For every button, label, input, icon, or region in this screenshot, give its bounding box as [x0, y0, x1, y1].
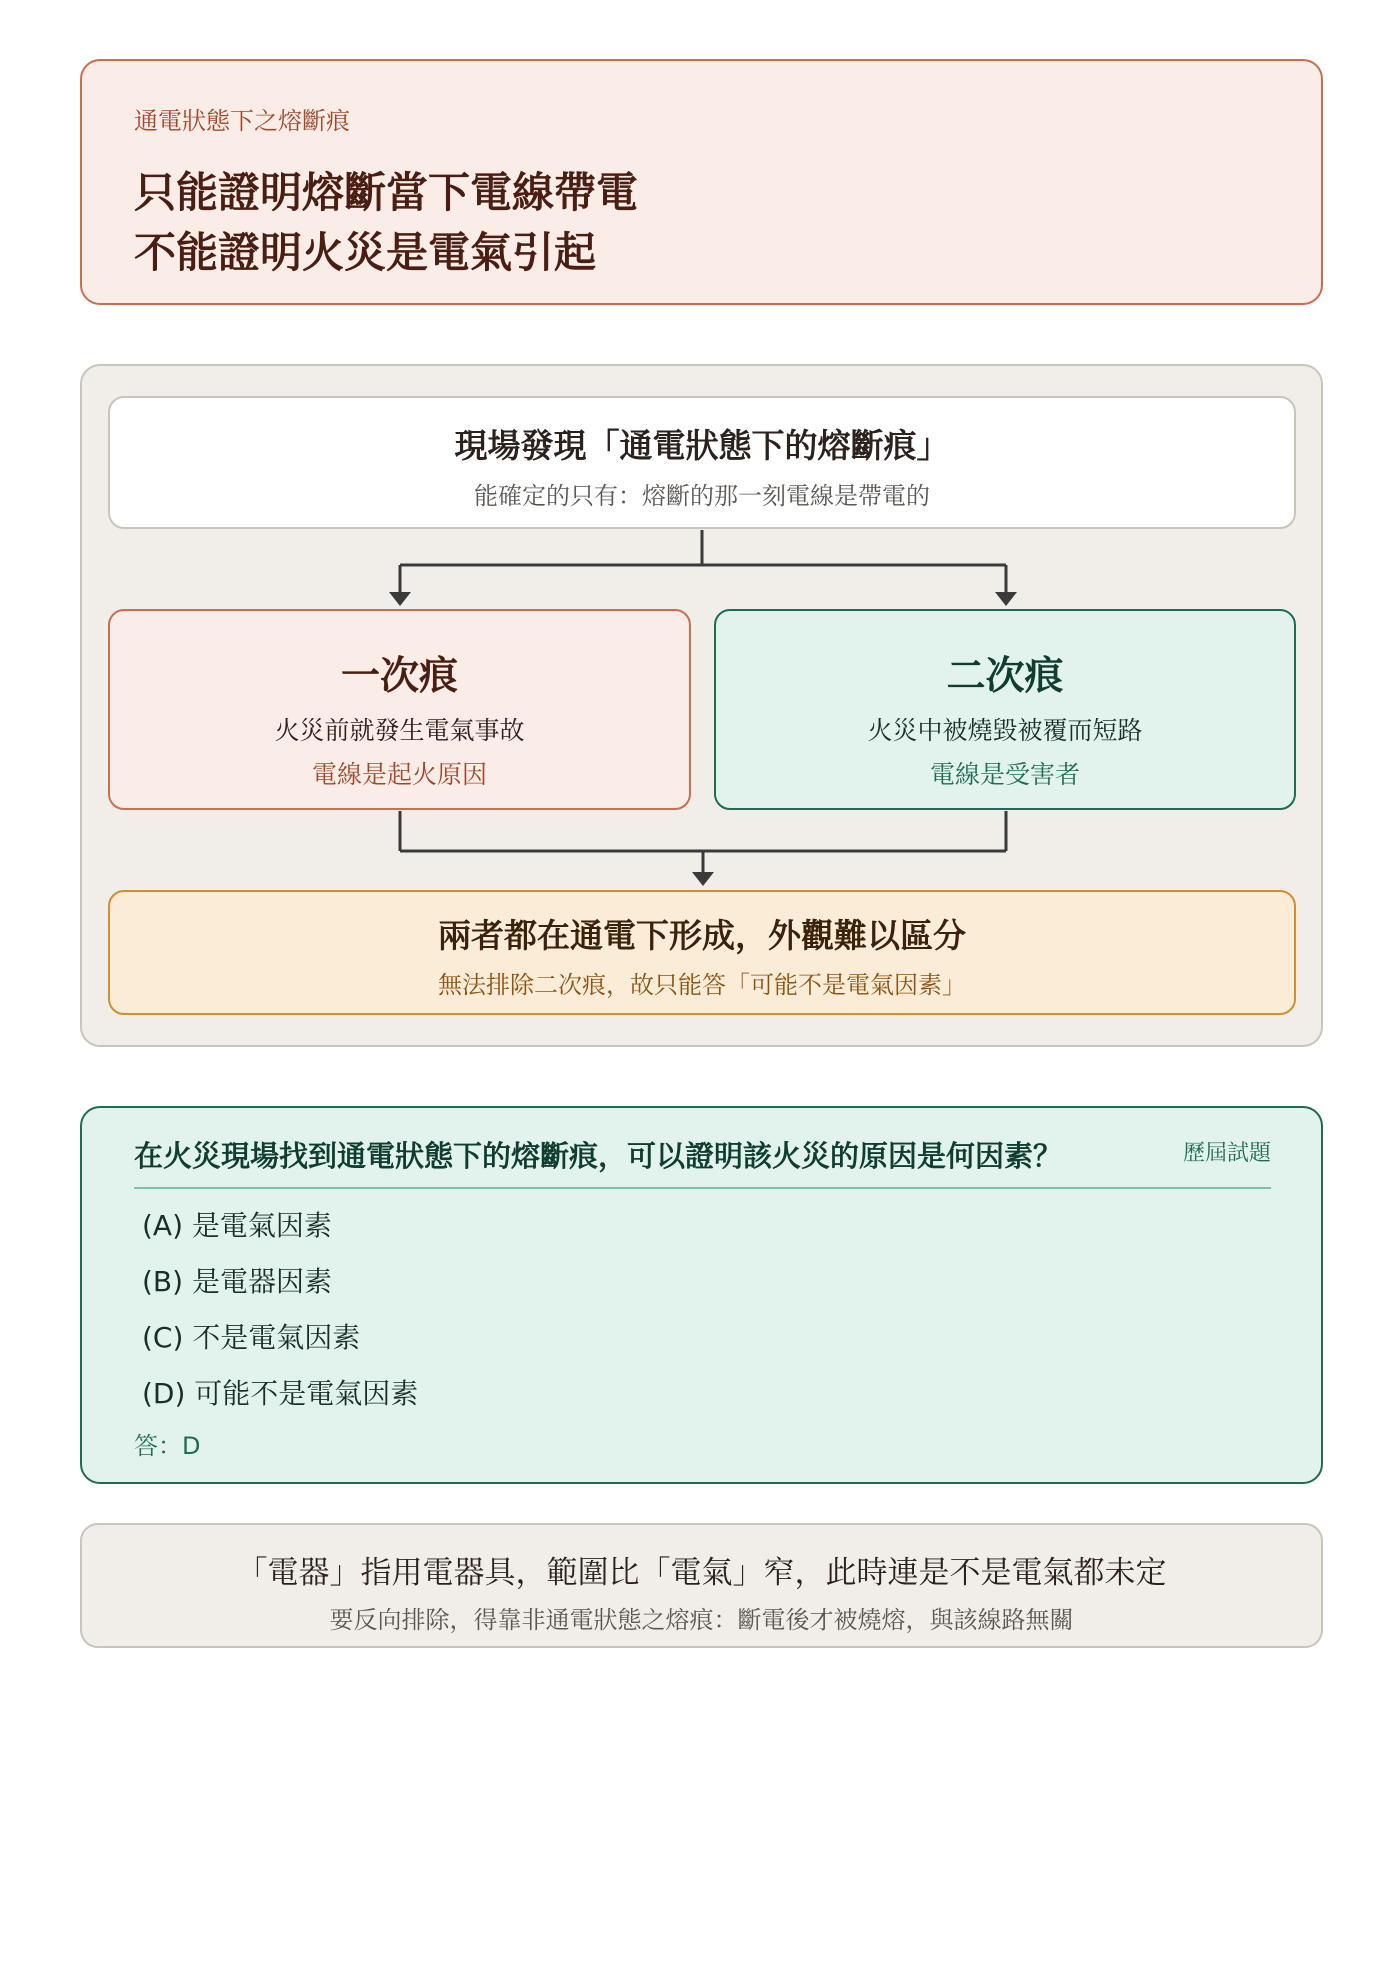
footer-note-card	[80, 1523, 1323, 1648]
answer-key: 答：D	[134, 1432, 201, 1460]
flow-node-primary-trace	[108, 609, 691, 810]
conclusion-subtitle: 無法排除二次痕，故只能答「可能不是電氣因素」	[438, 971, 966, 999]
flow-node-secondary-trace	[714, 609, 1296, 810]
flow-node-conclusion	[108, 890, 1296, 1015]
secondary-trace-title: 二次痕	[946, 654, 1064, 699]
footer-note-main: 「電器」指用電器具，範圍比「電氣」窄，此時連是不是電氣都未定	[236, 1555, 1167, 1591]
flow-node-evidence-subtitle: 能確定的只有：熔斷的那一刻電線是帶電的	[474, 482, 930, 510]
primary-trace-description: 火災前就發生電氣事故	[274, 716, 525, 745]
answer-option-c: (C) 不是電氣因素	[142, 1321, 361, 1354]
primary-trace-title: 一次痕	[340, 654, 458, 699]
past-exam-tag: 歷屆試題	[1182, 1141, 1271, 1166]
footer-note-sub: 要反向排除，得靠非通電狀態之熔痕：斷電後才被燒熔，與該線路無關	[329, 1606, 1074, 1634]
answer-option-a: (A) 是電氣因素	[142, 1209, 332, 1242]
answer-option-d: (D) 可能不是電氣因素	[142, 1377, 419, 1410]
secondary-trace-note: 電線是受害者	[929, 760, 1080, 789]
header-title-line1: 只能證明熔斷當下電線帶電	[134, 168, 639, 217]
answer-option-b: (B) 是電器因素	[142, 1265, 332, 1298]
header-title-line2: 不能證明火災是電氣引起	[134, 228, 597, 277]
header-card	[80, 59, 1323, 305]
exam-question-card	[80, 1106, 1323, 1484]
primary-trace-note: 電線是起火原因	[311, 760, 487, 789]
conclusion-title: 兩者都在通電下形成，外觀難以區分	[438, 916, 966, 955]
header-eyebrow: 通電狀態下之熔斷痕	[134, 107, 350, 135]
question-text: 在火災現場找到通電狀態下的熔斷痕，可以證明該火災的原因是何因素？	[134, 1139, 1063, 1173]
secondary-trace-description: 火災中被燒毀被覆而短路	[867, 716, 1143, 745]
flow-node-evidence-title: 現場發現「通電狀態下的熔斷痕」	[454, 426, 950, 465]
flow-node-evidence	[108, 396, 1296, 529]
question-divider	[134, 1187, 1271, 1189]
